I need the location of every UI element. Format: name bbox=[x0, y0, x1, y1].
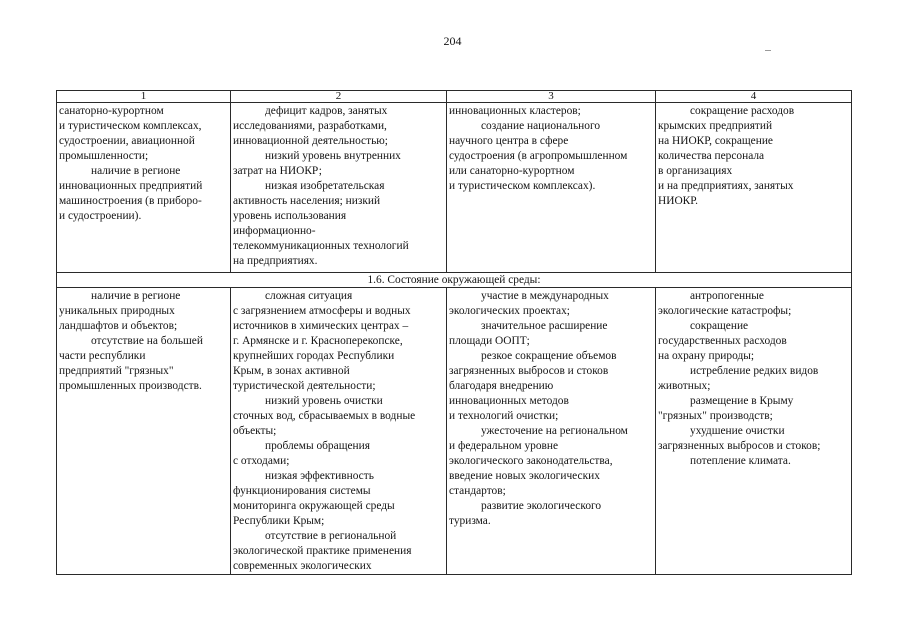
section-row bbox=[57, 273, 852, 288]
cell-text-line: антропогенные bbox=[690, 290, 764, 302]
cell-text-line: на охрану природы; bbox=[658, 350, 755, 362]
cell-text-line: введение новых экологических bbox=[449, 470, 600, 482]
cell-text-line: развитие экологического bbox=[481, 500, 602, 512]
table-cell bbox=[231, 103, 447, 273]
cell-text-line: мониторинга окружающей среды bbox=[233, 500, 395, 512]
cell-text-line: наличие в регионе bbox=[91, 165, 181, 177]
cell-text-line: в организациях bbox=[658, 165, 733, 177]
table-cell bbox=[231, 288, 447, 575]
cell-text-line: сокращение bbox=[690, 320, 749, 332]
cell-text-line: санаторно-курортном bbox=[59, 105, 164, 117]
cell-text-line: уровень использования bbox=[233, 210, 347, 222]
cell-text-line: потепление климата. bbox=[690, 455, 791, 467]
cell-text-line: машиностроения (в приборо- bbox=[59, 195, 202, 207]
cell-text-line: экологической практике применения bbox=[233, 545, 412, 557]
cell-text-line: количества персонала bbox=[658, 150, 765, 162]
cell-text-line: создание национального bbox=[481, 120, 601, 132]
cell-text-line: промышленных производств. bbox=[59, 380, 202, 392]
cell-text-line: сложная ситуация bbox=[265, 290, 353, 302]
cell-text-line: судостроении, авиационной bbox=[59, 135, 195, 147]
cell-text-line: с загрязнением атмосферы и водных bbox=[233, 305, 411, 317]
cell-text-line: инновационных предприятий bbox=[59, 180, 203, 192]
cell-text-line: на НИОКР, сокращение bbox=[658, 135, 773, 147]
cell-text-line: значительное расширение bbox=[481, 320, 608, 332]
table-cell bbox=[447, 288, 656, 575]
cell-text-line: животных; bbox=[658, 380, 711, 392]
cell-text-line: Крым, в зонах активной bbox=[233, 365, 350, 377]
cell-text-line: резкое сокращение объемов bbox=[481, 350, 617, 362]
cell-text-line: и судостроении). bbox=[59, 210, 142, 222]
cell-text-line: или санаторно-курортном bbox=[449, 165, 575, 177]
cell-text-line: стандартов; bbox=[449, 485, 506, 497]
cell-text-line: сточных вод, сбрасываемых в водные bbox=[233, 410, 416, 422]
cell-text-line: источников в химических центрах – bbox=[233, 320, 409, 332]
table-row bbox=[57, 103, 852, 273]
cell-text-line: инновационной деятельностью; bbox=[233, 135, 388, 147]
cell-text-line: предприятий "грязных" bbox=[59, 365, 174, 377]
cell-text-line: загрязненных выбросов и стоков; bbox=[658, 440, 821, 452]
cell-text-line: активность населения; низкий bbox=[233, 195, 381, 207]
column-header: 2 bbox=[231, 91, 447, 103]
table-header-row bbox=[57, 91, 852, 103]
cell-text-line: и федеральном уровне bbox=[449, 440, 559, 452]
cell-text-line: крупнейших городах Республики bbox=[233, 350, 395, 362]
cell-text-line: низкая изобретательская bbox=[265, 180, 385, 192]
cell-text-line: НИОКР. bbox=[658, 195, 699, 207]
scan-mark bbox=[765, 50, 771, 51]
cell-text-line: части республики bbox=[59, 350, 146, 362]
cell-text-line: на предприятиях. bbox=[233, 255, 318, 267]
cell-text-line: телекоммуникационных технологий bbox=[233, 240, 409, 252]
table-cell bbox=[447, 103, 656, 273]
cell-text-line: с отходами; bbox=[233, 455, 290, 467]
cell-text-line: экологического законодательства, bbox=[449, 455, 613, 467]
column-header: 1 bbox=[57, 91, 231, 103]
cell-text-line: отсутствие в региональной bbox=[265, 530, 397, 542]
cell-text-line: экологических проектах; bbox=[449, 305, 570, 317]
cell-text-line: исследованиями, разработками, bbox=[233, 120, 387, 132]
cell-text-line: научного центра в сфере bbox=[449, 135, 569, 147]
cell-text-line: размещение в Крыму bbox=[690, 395, 794, 407]
cell-text-line: дефицит кадров, занятых bbox=[265, 105, 388, 117]
cell-text-line: ухудшение очистки bbox=[690, 425, 785, 437]
cell-text-line: низкий уровень внутренних bbox=[265, 150, 401, 162]
page-number: 204 bbox=[443, 34, 462, 48]
cell-text-line: туристической деятельности; bbox=[233, 380, 376, 392]
column-header: 3 bbox=[447, 91, 656, 103]
table-cell bbox=[656, 288, 852, 575]
cell-text-line: низкий уровень очистки bbox=[265, 395, 383, 407]
cell-text-line: ландшафтов и объектов; bbox=[59, 320, 178, 332]
cell-text-line: современных экологических bbox=[233, 560, 372, 572]
cell-text-line: участие в международных bbox=[481, 290, 609, 302]
cell-text-line: Республики Крым; bbox=[233, 515, 325, 527]
cell-text-line: проблемы обращения bbox=[265, 440, 370, 452]
swot-table bbox=[56, 90, 852, 575]
cell-text-line: и туристическом комплексах). bbox=[449, 180, 596, 192]
table-cell bbox=[656, 103, 852, 273]
table-row bbox=[57, 288, 852, 575]
cell-text-line: судостроения (в агропромышленном bbox=[449, 150, 628, 162]
cell-text-line: г. Армянске и г. Красноперекопске, bbox=[233, 335, 403, 347]
cell-text-line: государственных расходов bbox=[658, 335, 787, 347]
cell-text-line: отсутствие на большей bbox=[91, 335, 203, 347]
cell-text-line: функционирования системы bbox=[233, 485, 371, 497]
cell-text-line: сокращение расходов bbox=[690, 105, 795, 117]
cell-text-line: и технологий очистки; bbox=[449, 410, 559, 422]
cell-text-line: истребление редких видов bbox=[690, 365, 819, 377]
cell-text-line: и туристическом комплексах, bbox=[59, 120, 202, 132]
cell-text-line: экологические катастрофы; bbox=[658, 305, 792, 317]
table-cell bbox=[57, 288, 231, 575]
cell-text-line: "грязных" производств; bbox=[658, 410, 773, 422]
cell-text-line: низкая эффективность bbox=[265, 470, 374, 482]
cell-text-line: информационно- bbox=[233, 225, 316, 237]
cell-text-line: благодаря внедрению bbox=[449, 380, 554, 392]
cell-text-line: инновационных методов bbox=[449, 395, 569, 407]
cell-text-line: уникальных природных bbox=[59, 305, 175, 317]
cell-text-line: туризма. bbox=[449, 515, 491, 527]
cell-text-line: площади ООПТ; bbox=[449, 335, 530, 347]
cell-text-line: наличие в регионе bbox=[91, 290, 181, 302]
cell-text-line: ужесточение на региональном bbox=[481, 425, 628, 437]
cell-text-line: крымских предприятий bbox=[658, 120, 773, 132]
cell-text-line: объекты; bbox=[233, 425, 277, 437]
column-header: 4 bbox=[656, 91, 852, 103]
table-cell bbox=[57, 103, 231, 273]
section-title: 1.6. Состояние окружающей среды: bbox=[57, 273, 852, 288]
cell-text-line: и на предприятиях, занятых bbox=[658, 180, 794, 192]
cell-text-line: инновационных кластеров; bbox=[449, 105, 581, 117]
cell-text-line: затрат на НИОКР; bbox=[233, 165, 322, 177]
cell-text-line: промышленности; bbox=[59, 150, 149, 162]
cell-text-line: загрязненных выбросов и стоков bbox=[449, 365, 609, 377]
